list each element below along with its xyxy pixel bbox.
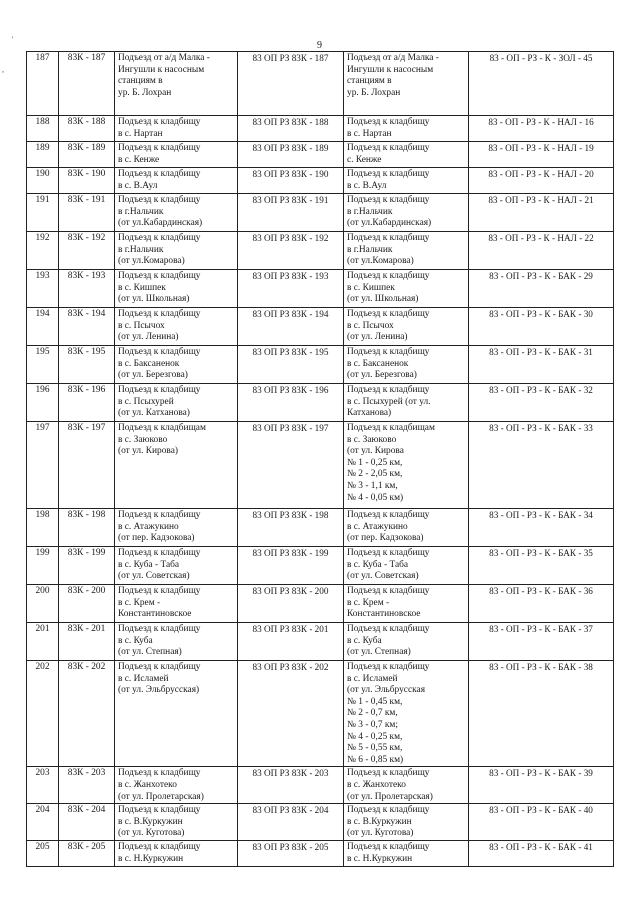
road-name — [115, 232, 238, 270]
id-number-new: 83 - ОП - РЗ - К - БАК - 29 — [469, 270, 614, 308]
road-description-line: (от ул.Кабардинская) — [347, 218, 432, 229]
table-row — [27, 840, 614, 866]
road-description — [344, 422, 469, 509]
road-name-line: в с. Крем - — [118, 597, 161, 608]
road-description-line: в с. Баксаненок — [347, 358, 409, 369]
id-number-old: 83 ОП РЗ 83К - 202 — [238, 661, 344, 767]
road-name — [115, 168, 238, 194]
road-description-line: (от ул. Степная) — [347, 647, 411, 658]
road-name-line: (от ул. Школьная) — [118, 294, 190, 305]
road-code: 83К - 204 — [59, 804, 115, 841]
row-number: 202 — [27, 661, 59, 767]
road-name-line: в с. Куба - Таба — [118, 559, 180, 570]
id-number-old: 83 ОП РЗ 83К - 195 — [238, 346, 344, 384]
road-description-line: № 2 - 2,05 км, — [347, 469, 403, 480]
table-row — [27, 270, 614, 308]
road-description — [344, 509, 469, 547]
road-description-line: в с. Куба — [347, 635, 382, 646]
road-description-line: Подъезд к кладбищу — [347, 169, 430, 179]
road-name-line: Подъезд к кладбищу — [118, 586, 201, 596]
id-number-old: 83 ОП РЗ 83К - 199 — [238, 547, 344, 585]
road-name-line: в с. Жанхотеко — [118, 779, 177, 790]
road-description-line: (от ул. Ленина) — [347, 332, 408, 343]
road-description — [344, 623, 469, 661]
road-description-line: Подъезд к кладбищу — [347, 586, 430, 596]
road-description — [344, 346, 469, 384]
road-name — [115, 804, 238, 841]
road-description — [344, 142, 469, 168]
road-code: 83К - 188 — [59, 116, 115, 142]
id-number-new: 83 - ОП - РЗ - К - БАК - 30 — [469, 308, 614, 346]
road-description-line: Подъезд к кладбищу — [347, 195, 430, 205]
row-number: 203 — [27, 767, 59, 804]
road-description-line: № 6 - 0,85 км) — [347, 754, 404, 765]
row-number: 195 — [27, 346, 59, 384]
road-description-line: в с. Н.Куркужин — [347, 853, 413, 864]
row-number: 193 — [27, 270, 59, 308]
table-body — [27, 52, 614, 867]
scan-speck: , — [2, 65, 4, 74]
road-description-line: в с. Исламей — [347, 673, 398, 684]
road-description-line: (от пер. Кадзокова) — [347, 533, 424, 544]
road-description-line: Катханова) — [347, 408, 392, 419]
table-row — [27, 116, 614, 142]
id-number-new: 83 - ОП - РЗ - К - БАК - 34 — [469, 509, 614, 547]
road-name-line: Подъезд к кладбищу — [118, 385, 201, 395]
road-name-line: Подъезд к кладбищу — [118, 169, 201, 179]
road-description — [344, 308, 469, 346]
road-code: 83К - 201 — [59, 623, 115, 661]
road-code: 83К - 197 — [59, 422, 115, 509]
row-number: 200 — [27, 585, 59, 623]
road-name-line: Подъезд к кладбищу — [118, 233, 201, 243]
id-number-old: 83 ОП РЗ 83К - 192 — [238, 232, 344, 270]
id-number-old: 83 ОП РЗ 83К - 198 — [238, 509, 344, 547]
id-number-new: 83 - ОП - РЗ - К - БАК - 32 — [469, 384, 614, 422]
road-name-line: Подъезд к кладбищу — [118, 510, 201, 520]
road-name-line: Подъезд к кладбищу — [118, 548, 201, 558]
road-name-line: станциям в — [118, 76, 163, 87]
road-name — [115, 661, 238, 767]
road-description-line: Подъезд к кладбищу — [347, 347, 430, 357]
road-name-line: (от ул. Куготова) — [118, 828, 185, 839]
road-name-line: Подъезд к кладбищу — [118, 271, 201, 281]
road-description-line: Подъезд к кладбищу — [347, 117, 430, 127]
row-number: 189 — [27, 142, 59, 168]
road-description — [344, 840, 469, 866]
road-description-line: (от ул. Советская) — [347, 571, 419, 582]
road-description-line: № 1 - 0,25 км, — [347, 457, 403, 468]
road-description-line: Подъезд к кладбищу — [347, 233, 430, 243]
road-description — [344, 661, 469, 767]
road-description-line: № 2 - 0,7 км, — [347, 708, 398, 719]
road-description-line: Подъезд к кладбищу — [347, 309, 430, 319]
road-code: 83К - 200 — [59, 585, 115, 623]
road-description-line: Подъезд к кладбищу — [347, 385, 430, 395]
row-number: 191 — [27, 194, 59, 232]
road-name — [115, 547, 238, 585]
road-name — [115, 623, 238, 661]
id-number-old: 83 ОП РЗ 83К - 191 — [238, 194, 344, 232]
id-number-new: 83 - ОП - РЗ - К - БАК - 33 — [469, 422, 614, 509]
row-number: 196 — [27, 384, 59, 422]
road-name-line: (от ул.Комарова) — [118, 256, 185, 267]
road-name — [115, 194, 238, 232]
road-description-line: № 4 - 0,25 км, — [347, 731, 403, 742]
road-code: 83К - 194 — [59, 308, 115, 346]
row-number: 204 — [27, 804, 59, 841]
id-number-old: 83 ОП РЗ 83К - 188 — [238, 116, 344, 142]
id-number-old: 83 ОП РЗ 83К - 189 — [238, 142, 344, 168]
road-name — [115, 308, 238, 346]
row-number: 192 — [27, 232, 59, 270]
road-description-line: Подъезд к кладбищу — [347, 662, 430, 672]
road-description-line: Подъезд к кладбищу — [347, 143, 430, 153]
road-name — [115, 384, 238, 422]
road-code: 83К - 190 — [59, 168, 115, 194]
road-name — [115, 346, 238, 384]
id-number-old: 83 ОП РЗ 83К - 204 — [238, 804, 344, 841]
road-name-line: в с. Атажукино — [118, 521, 179, 532]
road-name-line: Подъезд к кладбищу — [118, 195, 201, 205]
road-name — [115, 52, 238, 116]
road-name-line: (от ул. Пролетарская) — [118, 791, 204, 802]
table-row — [27, 308, 614, 346]
road-code: 83К - 187 — [59, 52, 115, 116]
road-code: 83К - 196 — [59, 384, 115, 422]
road-description-line: Подъезд от а/д Малка - — [347, 53, 439, 63]
road-description-line: Подъезд к кладбищу — [347, 548, 430, 558]
table-row — [27, 346, 614, 384]
road-description-line: (от ул. Кирова — [347, 446, 404, 457]
road-description-line: в г.Нальчик — [347, 206, 393, 217]
road-name-line: (от ул. Ленина) — [118, 332, 179, 343]
road-name — [115, 509, 238, 547]
road-description-line: в с. Заюково — [347, 434, 397, 445]
road-description — [344, 168, 469, 194]
road-description-line: ур. Б. Лохран — [347, 87, 401, 98]
id-number-new: 83 - ОП - РЗ - К - БАК - 38 — [469, 661, 614, 767]
page-number: 9 — [317, 40, 322, 51]
id-number-old: 83 ОП РЗ 83К - 193 — [238, 270, 344, 308]
road-name-line: в с. Псычох — [118, 320, 165, 331]
road-description-line: (от ул. Школьная) — [347, 294, 419, 305]
road-description-line: Подъезд к кладбищу — [347, 510, 430, 520]
road-name-line: Подъезд к кладбищу — [118, 662, 201, 672]
road-name-line: Подъезд к кладбищу — [118, 768, 201, 779]
id-number-old: 83 ОП РЗ 83К - 205 — [238, 840, 344, 866]
table-row — [27, 767, 614, 804]
road-description-line: Подъезд к кладбищу — [347, 271, 430, 281]
road-name-line: Подъезд к кладбищу — [118, 805, 201, 816]
row-number: 199 — [27, 547, 59, 585]
road-name-line: в с. Кишпек — [118, 282, 166, 293]
road-register-table — [26, 51, 614, 867]
row-number: 197 — [27, 422, 59, 509]
row-number: 187 — [27, 52, 59, 116]
road-description-line: в с. В.Аул — [347, 180, 387, 191]
road-name-line: (от ул. Березгова) — [118, 370, 188, 381]
road-description-line: в с. Кишпек — [347, 282, 395, 293]
road-code: 83К - 198 — [59, 509, 115, 547]
road-description-line: № 3 - 0,7 км; — [347, 719, 398, 730]
id-number-new: 83 - ОП - РЗ - К - НАЛ - 20 — [469, 168, 614, 194]
road-description-line: в с. В.Куркужин — [347, 816, 412, 827]
table-row — [27, 804, 614, 841]
id-number-new: 83 - ОП - РЗ - К - НАЛ - 22 — [469, 232, 614, 270]
road-description — [344, 804, 469, 841]
road-name-line: (от ул.Кабардинская) — [118, 218, 203, 229]
road-description-line: (от ул. Эльбрусская — [347, 685, 426, 696]
road-name-line: в с. В.Куркужин — [118, 816, 183, 827]
id-number-old: 83 ОП РЗ 83К - 200 — [238, 585, 344, 623]
road-description-line: в с. Куба - Таба — [347, 559, 409, 570]
table-row — [27, 422, 614, 509]
road-name-line: Подъезд к кладбищу — [118, 143, 201, 153]
road-description — [344, 384, 469, 422]
road-description-line: Ингушли к насосным — [347, 64, 434, 75]
road-name-line: Подъезд к кладбищам — [118, 423, 206, 433]
row-number: 190 — [27, 168, 59, 194]
road-description-line: в с. Нартан — [347, 128, 392, 139]
id-number-old: 83 ОП РЗ 83К - 187 — [238, 52, 344, 116]
road-name-line: Подъезд к кладбищу — [118, 347, 201, 357]
road-description — [344, 232, 469, 270]
table-row — [27, 547, 614, 585]
id-number-new: 83 - ОП - РЗ - К - БАК - 41 — [469, 840, 614, 866]
road-name — [115, 270, 238, 308]
road-description-line: № 3 - 1,1 км, — [347, 480, 398, 491]
table-row — [27, 623, 614, 661]
road-name-line: в с. Кенже — [118, 154, 160, 165]
road-description-line: в с. Жанхотеко — [347, 779, 406, 790]
road-name-line: в г.Нальчик — [118, 244, 164, 255]
id-number-new: 83 - ОП - РЗ - К - ЗОЛ - 45 — [469, 52, 614, 116]
road-name — [115, 840, 238, 866]
road-name-line: Подъезд к кладбищу — [118, 309, 201, 319]
road-description-line: Подъезд к кладбищу — [347, 768, 430, 779]
road-description-line: (от ул.Комарова) — [347, 256, 414, 267]
road-name-line: ур. Б. Лохран — [118, 87, 172, 98]
table-row — [27, 52, 614, 116]
road-name-line: в с. Нартан — [118, 128, 163, 139]
road-name-line: (от ул. Степная) — [118, 647, 182, 658]
table-row — [27, 661, 614, 767]
row-number: 194 — [27, 308, 59, 346]
table-row — [27, 585, 614, 623]
road-description — [344, 547, 469, 585]
road-description-line: Подъезд к кладбищу — [347, 805, 430, 816]
road-description — [344, 116, 469, 142]
road-name-line: (от ул. Катханова) — [118, 408, 190, 419]
road-name — [115, 422, 238, 509]
table-row — [27, 142, 614, 168]
table-row — [27, 384, 614, 422]
scan-speck: ' — [12, 35, 14, 44]
id-number-new: 83 - ОП - РЗ - К - БАК - 36 — [469, 585, 614, 623]
row-number: 188 — [27, 116, 59, 142]
road-description-line: № 5 - 0,55 км, — [347, 743, 403, 754]
road-code: 83К - 202 — [59, 661, 115, 767]
table-row — [27, 509, 614, 547]
id-number-new: 83 - ОП - РЗ - К - БАК - 37 — [469, 623, 614, 661]
road-name-line: в с. В.Аул — [118, 180, 158, 191]
road-name-line: (от пер. Кадзокова) — [118, 533, 195, 544]
id-number-old: 83 ОП РЗ 83К - 201 — [238, 623, 344, 661]
road-name-line: Подъезд к кладбищу — [118, 117, 201, 127]
id-number-new: 83 - ОП - РЗ - К - БАК - 39 — [469, 767, 614, 804]
road-code: 83К - 189 — [59, 142, 115, 168]
road-name-line: Подъезд к кладбищу — [118, 624, 201, 634]
road-description-line: Подъезд к кладбищам — [347, 423, 435, 433]
row-number: 198 — [27, 509, 59, 547]
road-name-line: (от ул. Эльбрусская) — [118, 685, 200, 696]
row-number: 205 — [27, 840, 59, 866]
id-number-new: 83 - ОП - РЗ - К - БАК - 31 — [469, 346, 614, 384]
road-name-line: в с. Заюково — [118, 434, 168, 445]
road-description — [344, 194, 469, 232]
id-number-new: 83 - ОП - РЗ - К - НАЛ - 19 — [469, 142, 614, 168]
id-number-old: 83 ОП РЗ 83К - 203 — [238, 767, 344, 804]
road-code: 83К - 205 — [59, 840, 115, 866]
road-name-line: Подъезд к кладбищу — [118, 841, 201, 852]
road-code: 83К - 191 — [59, 194, 115, 232]
road-code: 83К - 203 — [59, 767, 115, 804]
id-number-new: 83 - ОП - РЗ - К - НАЛ - 16 — [469, 116, 614, 142]
road-name-line: Константиновское — [118, 609, 192, 620]
road-description-line: в г.Нальчик — [347, 244, 393, 255]
road-description-line: в с. Псыхурей (от ул. — [347, 396, 431, 407]
road-description-line: (от ул. Пролетарская) — [347, 791, 433, 802]
road-description-line: станциям в — [347, 76, 392, 87]
id-number-old: 83 ОП РЗ 83К - 194 — [238, 308, 344, 346]
road-description-line: № 1 - 0,45 км, — [347, 696, 403, 707]
road-description-line: в с. Псычох — [347, 320, 394, 331]
road-name — [115, 585, 238, 623]
road-code: 83К - 193 — [59, 270, 115, 308]
road-name-line: в с. Н.Куркужин — [118, 853, 184, 864]
id-number-old: 83 ОП РЗ 83К - 190 — [238, 168, 344, 194]
road-description — [344, 52, 469, 116]
road-description-line: Подъезд к кладбищу — [347, 841, 430, 852]
road-name-line: в с. Псыхурей — [118, 396, 174, 407]
road-code: 83К - 192 — [59, 232, 115, 270]
road-name — [115, 116, 238, 142]
id-number-new: 83 - ОП - РЗ - К - НАЛ - 21 — [469, 194, 614, 232]
table-row — [27, 232, 614, 270]
road-name — [115, 767, 238, 804]
row-number: 201 — [27, 623, 59, 661]
id-number-new: 83 - ОП - РЗ - К - БАК - 35 — [469, 547, 614, 585]
road-code: 83К - 195 — [59, 346, 115, 384]
road-description-line: № 4 - 0,05 км) — [347, 492, 404, 503]
road-description-line: Подъезд к кладбищу — [347, 624, 430, 634]
road-description-line: (от ул. Куготова) — [347, 828, 414, 839]
road-description-line: (от ул. Березгова) — [347, 370, 417, 381]
road-description — [344, 270, 469, 308]
road-name-line: (от ул. Советская) — [118, 571, 190, 582]
road-name-line: (от ул. Кирова) — [118, 446, 178, 457]
road-code: 83К - 199 — [59, 547, 115, 585]
road-description-line: в с. Крем - — [347, 597, 390, 608]
road-description-line: в с. Атажукино — [347, 521, 408, 532]
road-name-line: в с. Исламей — [118, 673, 169, 684]
table-row — [27, 194, 614, 232]
road-name-line: в с. Баксаненок — [118, 358, 180, 369]
id-number-new: 83 - ОП - РЗ - К - БАК - 40 — [469, 804, 614, 841]
table-row — [27, 168, 614, 194]
road-name-line: в г.Нальчик — [118, 206, 164, 217]
road-description — [344, 585, 469, 623]
id-number-old: 83 ОП РЗ 83К - 196 — [238, 384, 344, 422]
road-description — [344, 767, 469, 804]
road-name-line: Ингушли к насосным — [118, 64, 205, 75]
road-name-line: в с. Куба — [118, 635, 153, 646]
road-name-line: Подъезд от а/д Малка - — [118, 53, 210, 63]
road-description-line: с. Кенже — [347, 154, 382, 165]
road-description-line: Константиновское — [347, 609, 421, 620]
id-number-old: 83 ОП РЗ 83К - 197 — [238, 422, 344, 509]
road-name — [115, 142, 238, 168]
